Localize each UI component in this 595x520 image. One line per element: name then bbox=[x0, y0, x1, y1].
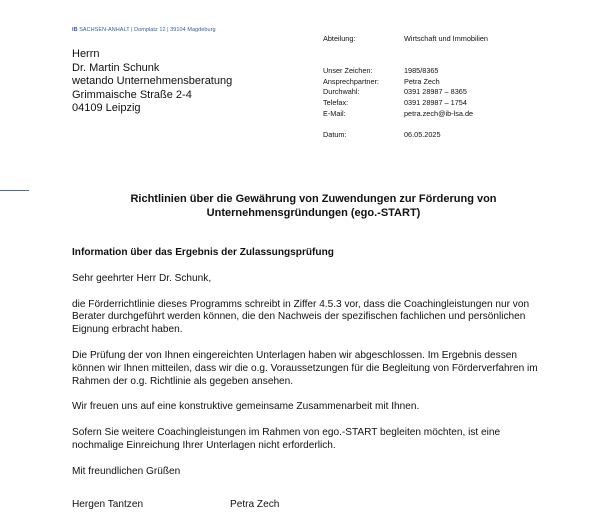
recipient-line: Grimmaische Straße 2-4 bbox=[72, 88, 192, 101]
subject-line: Richtlinien über die Gewährung von Zuwendungen zur Förderung von bbox=[130, 193, 497, 205]
email-link[interactable]: petra.zech@ib-lsa.de bbox=[404, 108, 474, 118]
info-row-ansprechpartner bbox=[323, 77, 488, 88]
signature-name: Petra Zech bbox=[230, 499, 280, 510]
paragraph: Wir freuen uns auf eine konstruktive gemeinsame Zusammenarbeit mit Ihnen. bbox=[72, 401, 420, 413]
sender-address-line bbox=[72, 27, 216, 33]
signature-name: Hergen Tantzen bbox=[72, 499, 144, 510]
recipient-line: Herrn bbox=[72, 48, 100, 60]
letter-subject bbox=[72, 193, 555, 221]
recipient-line: Dr. Martin Schunk bbox=[72, 61, 160, 74]
salutation: Sehr geehrter Herr Dr. Schunk, bbox=[72, 272, 212, 284]
info-label: Ansprechpartner: bbox=[323, 76, 379, 86]
info-value: 0391 28987 – 1754 bbox=[404, 98, 467, 108]
info-row-durchwahl bbox=[323, 87, 488, 98]
info-label: Telefax: bbox=[323, 98, 349, 108]
info-value: 06.05.2025 bbox=[404, 130, 441, 140]
recipient-line: wetando Unternehmensberatung bbox=[72, 75, 233, 87]
info-row-zeichen bbox=[323, 66, 488, 77]
info-row-email bbox=[323, 109, 488, 120]
info-value: Petra Zech bbox=[404, 76, 440, 86]
body-heading: Information über das Ergebnis der Zulassungsprüfung bbox=[72, 247, 334, 258]
signatures bbox=[72, 499, 279, 512]
info-label: Unser Zeichen: bbox=[323, 65, 373, 75]
paragraph: die Förderrichtlinie dieses Programms schreibt in Ziffer 4.5.3 vor, dass die Coachingleistungen nur von Berater durchgeführt werden können, die den Nachweis der spezifischen fachlichen und persönlichen Eignung erbracht haben. bbox=[72, 298, 530, 336]
closing: Mit freundlichen Grüßen bbox=[72, 465, 181, 477]
paragraph: Die Prüfung der von Ihnen eingereichten Unterlagen haben wir abgeschlossen. Im Ergebnis dessen können wir Ihnen mitteilen, dass wir die o.g. Voraussetzungen für die Begleitung von Förderverfahren im Rahmen der o.g. Richtlinie als gegeben ansehen. bbox=[72, 349, 538, 387]
info-label: Abteilung: bbox=[323, 34, 356, 43]
recipient-address bbox=[72, 48, 232, 116]
letter-info-block bbox=[323, 34, 488, 141]
info-label: Datum: bbox=[323, 130, 347, 140]
info-label: Durchwahl: bbox=[323, 87, 360, 97]
recipient-line: 04109 Leipzig bbox=[72, 102, 141, 114]
info-value: 0391 28987 – 8365 bbox=[404, 87, 467, 97]
sender-address: SACHSEN-ANHALT | Domplatz 12 | 39104 Magdeburg bbox=[79, 27, 216, 33]
info-row-telefax bbox=[323, 98, 488, 109]
letter-body bbox=[72, 247, 552, 479]
sender-org: IB bbox=[72, 27, 78, 33]
fold-mark bbox=[0, 190, 29, 191]
info-label: E-Mail: bbox=[323, 108, 346, 118]
paragraph: Sofern Sie weitere Coachingleistungen im Rahmen von ego.-START begleiten möchten, ist eine nochmalige Einreichung Ihrer Unterlagen nicht erforderlich. bbox=[72, 427, 501, 451]
info-row-datum bbox=[323, 130, 488, 141]
info-value: 1985/8365 bbox=[404, 65, 439, 75]
subject-line: Unternehmensgründungen (ego.-START) bbox=[206, 206, 421, 219]
info-value: Wirtschaft und Immobilien bbox=[404, 34, 488, 43]
info-row-abteilung bbox=[323, 34, 488, 45]
